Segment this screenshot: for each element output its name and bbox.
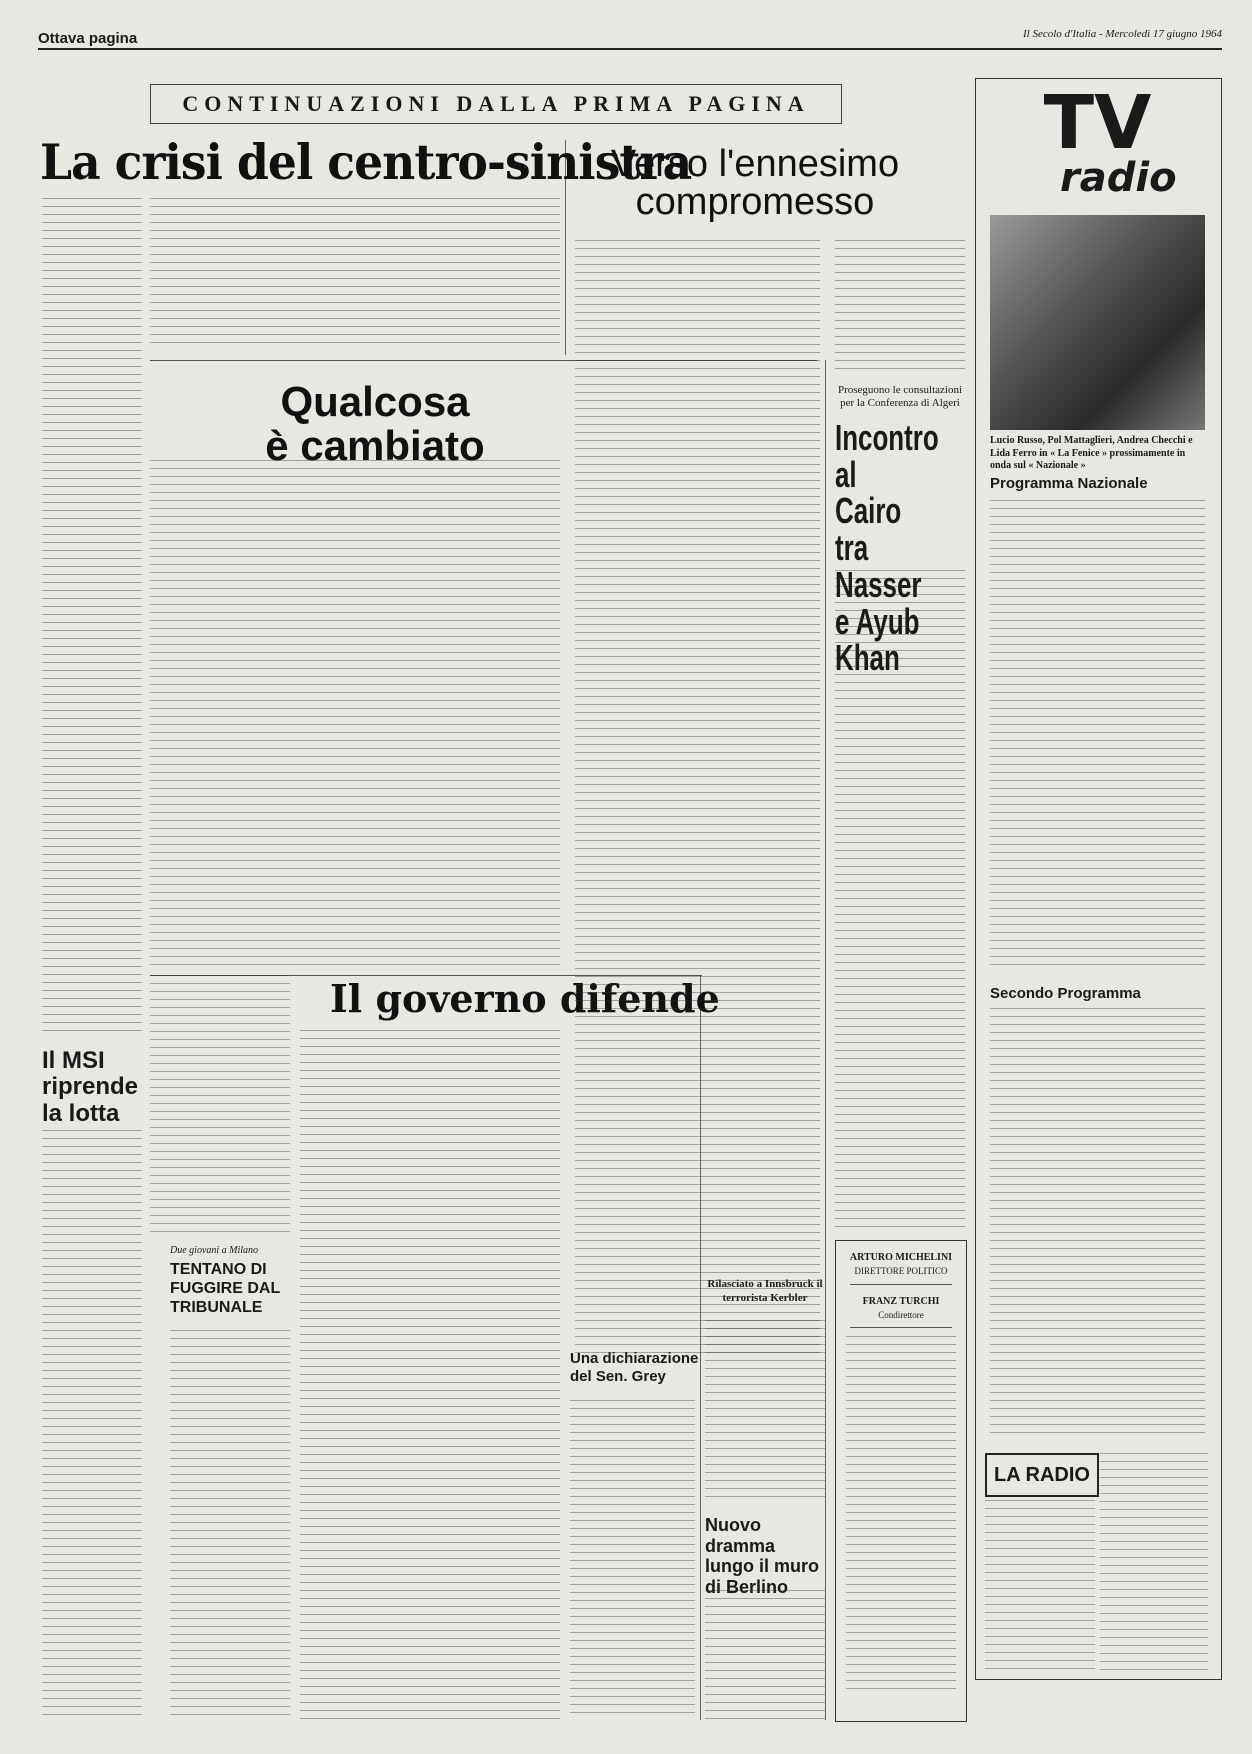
kicker-incontro: Proseguono le consultazioni per la Conferenza di Algeri — [837, 384, 963, 410]
kicker-tentano: Due giovani a Milano — [170, 1245, 259, 1256]
editor-role: Condirettore — [878, 1309, 924, 1320]
article-text-incontro — [835, 570, 965, 1230]
headline-verso — [580, 145, 930, 221]
radio-heading: LA RADIO — [985, 1453, 1099, 1497]
headline-incontro: Incontro al Cairo tra Nasser e Ayub Khan — [835, 417, 939, 679]
headline-verso-line2: compromesso — [635, 181, 875, 223]
headline-qualcosa — [210, 380, 540, 468]
dateline: Il Secolo d'Italia - Mercoledì 17 giugno 1964 — [1023, 28, 1222, 40]
headline-governo: Il governo difende — [330, 976, 720, 1021]
programma-nazionale-heading: Programma Nazionale — [990, 475, 1148, 492]
article-text-verso — [575, 360, 820, 1360]
kicker-rilasciato: Rilasciato a Innsbruck il terrorista Kerbler — [707, 1278, 823, 1304]
tv-listings — [990, 500, 1205, 970]
top-rule — [38, 48, 1222, 50]
photo-caption: Lucio Russo, Pol Mattaglieri, Andrea Checchi e Lida Ferro in « La Fenice » prossimamente in onda sul « Nazionale » — [990, 435, 1193, 471]
headline-verso-line1: Verso l'ennesimo — [610, 143, 900, 185]
masthead-fine-print — [846, 1336, 956, 1696]
article-text-verso — [575, 240, 820, 355]
masthead-box — [835, 1240, 967, 1722]
tv-title: TV — [1043, 80, 1152, 166]
article-text-rilasciato — [705, 1320, 825, 1500]
headline-nuovo-dramma: Nuovo dramma lungo il muro di Berlino — [705, 1515, 819, 1598]
headline-crisi: La crisi del centro-sinistra — [40, 133, 692, 191]
article-text-governo — [300, 1030, 560, 1720]
headline-qualcosa-line2: è cambiato — [265, 422, 485, 470]
editor-name: FRANZ TURCHI — [862, 1295, 940, 1307]
article-text-verso — [835, 240, 965, 370]
tv-listings — [990, 1008, 1205, 1438]
article-text-crisi — [150, 975, 290, 1235]
page-section-label: Ottava pagina — [38, 30, 138, 47]
headline-qualcosa-line1: Qualcosa — [280, 378, 470, 425]
masthead-rule — [850, 1284, 952, 1285]
headline-dichiarazione: Una dichiarazione del Sen. Grey — [570, 1350, 699, 1385]
article-text-nuovo — [705, 1590, 825, 1720]
radio-listings — [1100, 1453, 1208, 1670]
director-name: ARTURO MICHELINI — [849, 1252, 953, 1263]
article-text-qualcosa — [150, 460, 560, 970]
tv-photo — [990, 215, 1205, 430]
article-text-msi — [42, 1130, 142, 1720]
secondo-programma-heading: Secondo Programma — [990, 985, 1141, 1002]
radio-listings — [985, 1500, 1095, 1670]
article-text-tentano — [170, 1330, 290, 1720]
article-text-dichiarazione — [570, 1400, 695, 1720]
headline-msi: Il MSI riprende la lotta — [42, 1047, 139, 1127]
article-text-crisi — [150, 198, 560, 348]
radio-subtitle: radio — [1060, 155, 1177, 201]
director-role: DIRETTORE POLITICO — [854, 1266, 948, 1276]
article-text-crisi — [42, 198, 142, 1038]
masthead-rule — [850, 1327, 952, 1328]
section-banner: CONTINUAZIONI DALLA PRIMA PAGINA — [150, 84, 842, 124]
headline-tentano: TENTANO DI FUGGIRE DAL TRIBUNALE — [170, 1261, 280, 1317]
column-divider — [825, 360, 826, 1720]
